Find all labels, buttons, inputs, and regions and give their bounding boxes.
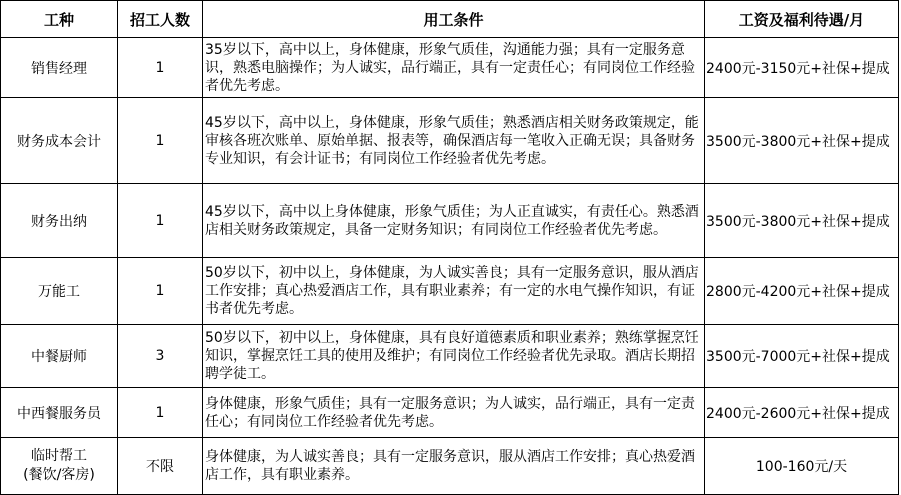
pay-cell: 2400元-2600元+社保+提成: [705, 388, 899, 438]
table-row: [1, 38, 899, 98]
pay-cell: 3500元-3800元+社保+提成: [705, 184, 899, 258]
header-job: 工种: [1, 1, 118, 38]
job-cell: 中西餐服务员: [1, 388, 118, 438]
header-conditions: 用工条件: [203, 1, 705, 38]
table-row: [1, 258, 899, 325]
count-cell: 3: [118, 325, 203, 388]
job-line-2: (餐饮/客房): [23, 467, 95, 483]
job-line-1: 临时帮工: [31, 448, 87, 464]
job-cell: 中餐厨师: [1, 325, 118, 388]
conditions-cell: 身体健康，为人诚实善良；具有一定服务意识，服从酒店工作安排；真心热爱酒店工作，具有职业素养。: [203, 438, 705, 495]
job-cell: 销售经理: [1, 38, 118, 98]
count-cell: 不限: [118, 438, 203, 495]
conditions-cell: 50岁以下，初中以上，身体健康，为人诚实善良；具有一定服务意识，服从酒店工作安排；真心热爱酒店工作，具有职业素养；有一定的水电气操作知识，有证书者优先考虑。: [203, 258, 705, 325]
count-cell: 1: [118, 258, 203, 325]
pay-cell: 100-160元/天: [705, 438, 899, 495]
table-row: [1, 388, 899, 438]
pay-cell: 2400元-3150元+社保+提成: [705, 38, 899, 98]
table-row: [1, 184, 899, 258]
count-cell: 1: [118, 38, 203, 98]
count-cell: 1: [118, 388, 203, 438]
pay-cell: 3500元-3800元+社保+提成: [705, 98, 899, 184]
table-row: [1, 438, 899, 495]
pay-cell: 3500元-7000元+社保+提成: [705, 325, 899, 388]
conditions-cell: 45岁以下，高中以上，身体健康，形象气质佳；熟悉酒店相关财务政策规定，能审核各班次账单、原始单据、报表等，确保酒店每一笔收入正确无误；具备财务专业知识，有会计证书；有同岗位工作经验者优先考虑。: [203, 98, 705, 184]
table-row: [1, 98, 899, 184]
header-row: [1, 1, 899, 38]
pay-cell: 2800元-4200元+社保+提成: [705, 258, 899, 325]
header-pay: 工资及福利待遇/月: [705, 1, 899, 38]
conditions-cell: 35岁以下，高中以上，身体健康，形象气质佳，沟通能力强；具有一定服务意识，熟悉电脑操作；为人诚实，品行端正，具有一定责任心；有同岗位工作经验者优先考虑。: [203, 38, 705, 98]
conditions-cell: 身体健康，形象气质佳；具有一定服务意识；为人诚实，品行端正，具有一定责任心；有同岗位工作经验者优先考虑。: [203, 388, 705, 438]
table-row: [1, 325, 899, 388]
job-cell: 财务成本会计: [1, 98, 118, 184]
header-count: 招工人数: [118, 1, 203, 38]
conditions-cell: 45岁以下，高中以上身体健康，形象气质佳；为人正直诚实，有责任心。熟悉酒店相关财务政策规定，具备一定财务知识；有同岗位工作经验者优先考虑。: [203, 184, 705, 258]
job-cell: 万能工: [1, 258, 118, 325]
count-cell: 1: [118, 184, 203, 258]
count-cell: 1: [118, 98, 203, 184]
job-cell: [1, 438, 118, 495]
job-cell: 财务出纳: [1, 184, 118, 258]
conditions-cell: 50岁以下，初中以上，身体健康，具有良好道德素质和职业素养；熟练掌握烹饪知识，掌握烹饪工具的使用及维护；有同岗位工作经验者优先录取。酒店长期招聘学徒工。: [203, 325, 705, 388]
